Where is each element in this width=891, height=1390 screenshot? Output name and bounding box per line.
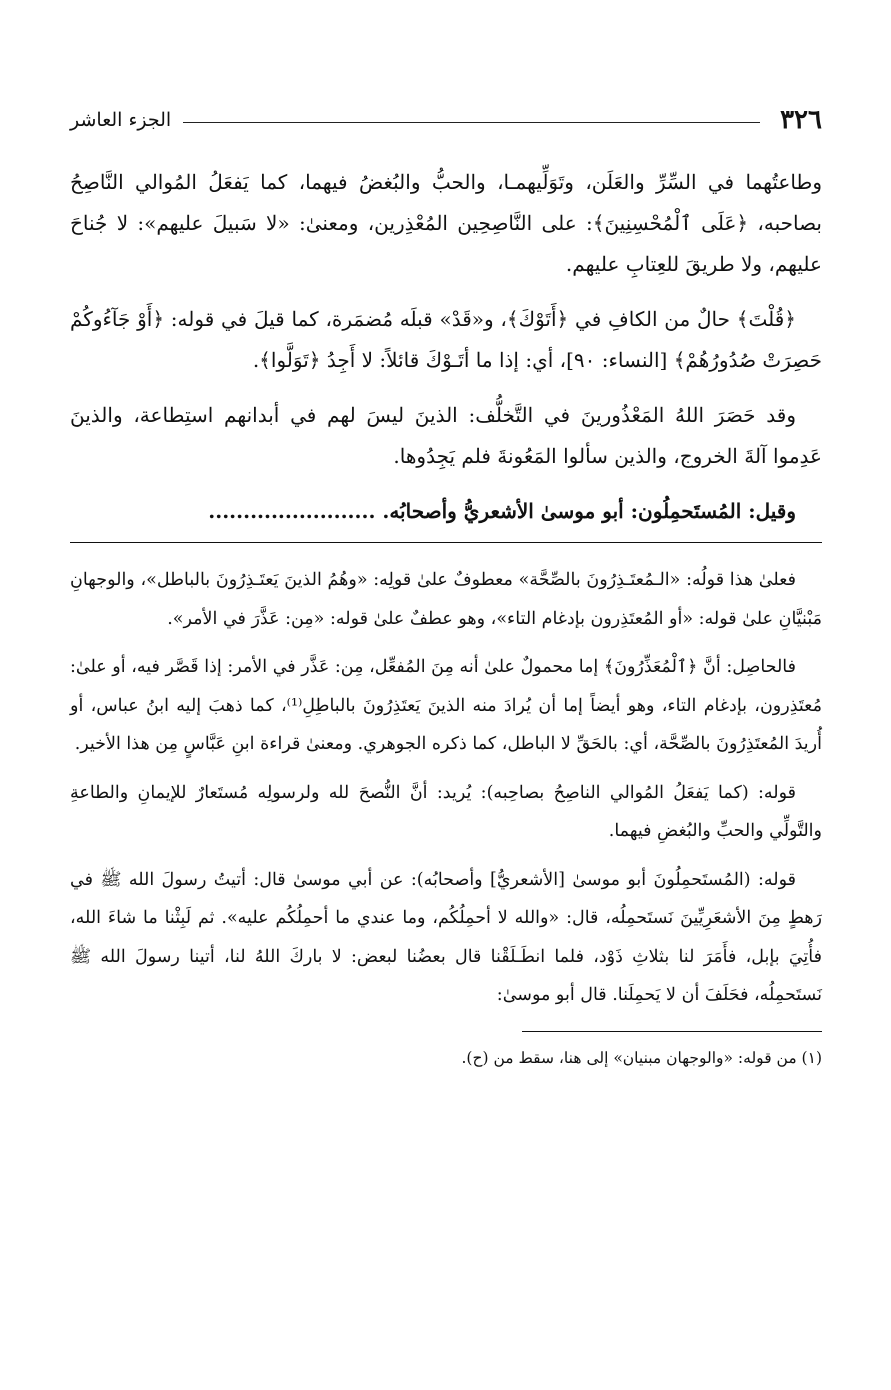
- header-rule: [183, 122, 760, 123]
- part-title: الجزء العاشر: [70, 109, 172, 131]
- page-number: ٣٢٦: [780, 105, 822, 135]
- commentary-paragraph: قوله: (المُستَحمِلُونَ أبو موسىٰ [الأشعريُّ] وأصحابُه): عن أبي موسىٰ قال: أتيتُ رسولَ الله ﷺ في رَهطٍ مِنَ الأشعَرِيِّينَ نَستَحمِلُه، قال: «والله لا أحمِلُكُم، وما عندي ما أحمِلُكُم عليه». ثم لَبِثْنا ما شاءَ الله، فأُتِيَ بإبل، فأَمَرَ لنا بثلاثِ ذَوْد، فلما انطَـلَقْنا قال بعضُنا لبعض: لا باركَ اللهُ لنا، أتينا رسولَ الله ﷺ نَستَحمِلُه، فحَلَفَ أن لا يَحمِلَنا. قال أبو موسىٰ:: [70, 869, 822, 1005]
- commentary-paragraph: قوله: (كما يَفعَلُ المُوالي الناصِحُ بصاحِبه): يُريد: أنَّ النُّصحَ لله ولرسولِه مُستَعارٌ للإيمانِ والطاعةِ والتَّولِّي والحبِّ والبُغضِ فيهما.: [70, 782, 822, 841]
- main-paragraph: وقد حَصَرَ اللهُ المَعْذُورينَ في التَّخلُّف: الذينَ ليسَ لهم في أبدانهم استِطاعة، والذينَ عَدِموا آلةَ الخروج، والذين سألوا المَعُونةَ فلم يَجِدُوها.: [70, 403, 822, 468]
- main-paragraph: وطاعتُهما في السِّرِّ والعَلَن، وتَوَلِّيهمـا، والحبُّ والبُغضُ فيهما، كما يَفعَلُ المُوالي النَّاصِحُ بصاحبه، ﴿عَلَى ٱلْمُحْسِنِينَ﴾: على النَّاصِحِين المُعْذِرين، ومعنىٰ: «لا سَبيلَ عليهم»: لا جُناحَ عليهم، ولا طريقَ للعِتابِ عليهم.: [70, 170, 822, 276]
- main-text: [70, 162, 822, 532]
- page: [70, 100, 822, 1072]
- footnote: (١) من قوله: «والوجهان مبنيان» إلى هنا، سقط من (ح).: [461, 1048, 822, 1067]
- main-divider: [70, 542, 822, 543]
- commentary-paragraph: فعلىٰ هذا قولُه: «الـمُعتَـذِرُونَ بالصِّحَّة» معطوفٌ علىٰ قولِه: «وهُمُ الذينَ يَعتَـذِرُونَ بالباطل»، والوجهانِ مَبْنيَّانِ علىٰ قوله: «أو المُعتَذِرون بإدغام التاء»، وهو عطفٌ علىٰ قوله: «مِن: عَذَّرَ في الأمر».: [70, 570, 822, 629]
- main-paragraph: ﴿قُلْتَ﴾ حالٌ من الكافِ في ﴿أَتَوْكَ﴾، و«قَدْ» قبلَه مُضمَرة، كما قيلَ في قوله: ﴿أَوْ جَآءُوكُمْ حَصِرَتْ صُدُورُهُمْ﴾ [النساء: ٩٠]، أي: إذا ما أتَـوْكَ قائلاً: لا أَجِدُ ﴿تَوَلَّوا﴾.: [70, 307, 822, 372]
- main-paragraph: وقيل: المُستَحمِلُون: أبو موسىٰ الأشعريُّ وأصحابُه. ........................: [208, 499, 796, 523]
- commentary: [70, 561, 822, 1015]
- page-header: [70, 100, 822, 140]
- footnote-divider: [522, 1031, 822, 1032]
- commentary-paragraph: فالحاصِل: أنَّ ﴿ٱلْمُعَذِّرُونَ﴾ إما محمولٌ علىٰ أنه مِنَ المُفعِّل، مِن: عَذَّر في الأمر: إذا قَصَّر فيه، أو علىٰ: مُعتَذِرون، بإدغام التاء، وهو أيضاً إما أن يُرادَ منه الذينَ يَعتَذِرُونَ بالباطِلِ⁽¹⁾، كما ذهبَ إليه ابنُ عباس، أو أُريدَ المُعتَذِرُونَ بالصِّحَّة، أي: بالحَقِّ لا الباطل، كما ذكره الجوهري. ومعنىٰ قراءة ابنِ عَبَّاسٍ مِن هذا الأخير.: [70, 657, 822, 754]
